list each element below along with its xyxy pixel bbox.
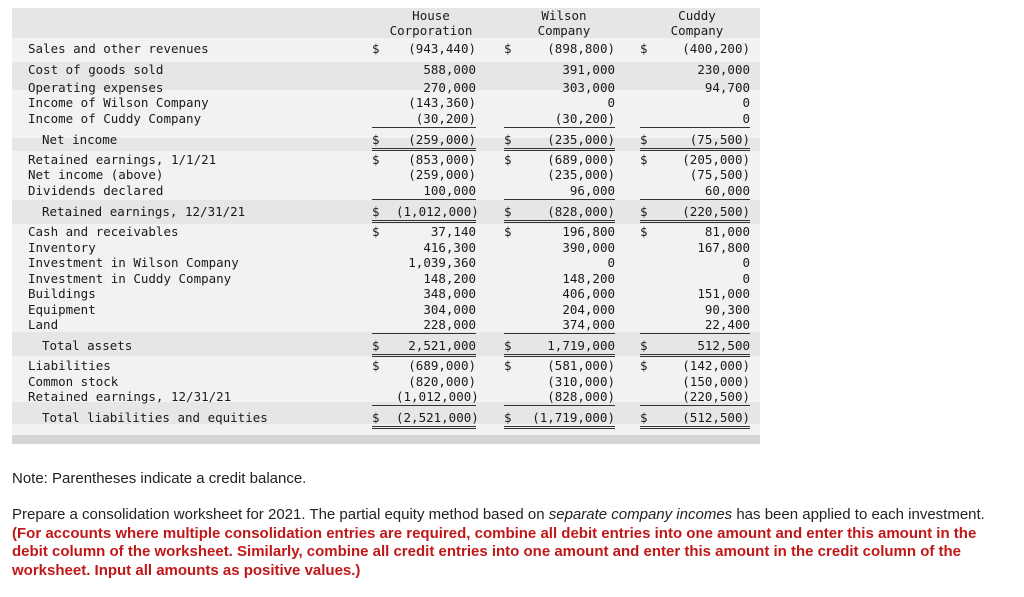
cell-house: (143,360) [408, 95, 476, 110]
col-header-cuddy-1: Cuddy [678, 8, 716, 23]
underline [640, 199, 750, 200]
cell-house: 588,000 [423, 62, 476, 77]
row-label: Cash and receivables [28, 224, 179, 239]
cell-house: 270,000 [423, 80, 476, 95]
col-header-wilson-2: Company [537, 23, 591, 38]
cell-house: (1,012,000) [396, 204, 479, 219]
cell-house: 2,521,000 [408, 338, 476, 353]
dollar-sign: $ [504, 204, 512, 219]
double-underline [504, 220, 615, 223]
dollar-sign: $ [372, 204, 380, 219]
credit-balance-note: Note: Parentheses indicate a credit balance. [12, 470, 307, 487]
cell-house: (820,000) [408, 374, 476, 389]
row-label: Common stock [28, 374, 119, 389]
cell-house: 100,000 [423, 183, 476, 198]
underline [504, 405, 615, 406]
dollar-sign: $ [640, 410, 648, 425]
cell-cuddy: 60,000 [704, 183, 750, 198]
dollar-sign: $ [640, 358, 648, 373]
cell-house: (689,000) [408, 358, 476, 373]
dollar-sign: $ [504, 358, 512, 373]
cell-cuddy: 151,000 [697, 286, 750, 301]
cell-cuddy: 512,500 [697, 338, 750, 353]
cell-cuddy: 90,300 [704, 302, 750, 317]
cell-cuddy: (400,200) [682, 41, 750, 56]
cell-cuddy: 0 [742, 255, 750, 270]
double-underline [372, 220, 476, 223]
row-label: Inventory [28, 240, 96, 255]
underline [504, 199, 615, 200]
cell-wilson: (581,000) [547, 358, 615, 373]
dollar-sign: $ [640, 338, 648, 353]
col-header-cuddy-2: Company [670, 23, 724, 38]
cell-cuddy: (220,500) [682, 204, 750, 219]
underline [640, 405, 750, 406]
cell-wilson: 303,000 [562, 80, 615, 95]
dollar-sign: $ [372, 132, 380, 147]
row-label: Buildings [28, 286, 96, 301]
dollar-sign: $ [504, 132, 512, 147]
cell-cuddy: 0 [742, 271, 750, 286]
cell-cuddy: (142,000) [682, 358, 750, 373]
double-underline [640, 148, 750, 151]
double-underline [504, 148, 615, 151]
cell-wilson: 390,000 [562, 240, 615, 255]
dollar-sign: $ [640, 41, 648, 56]
cell-wilson: 1,719,000 [547, 338, 615, 353]
row-label: Land [28, 317, 59, 332]
cell-house: 348,000 [423, 286, 476, 301]
dollar-sign: $ [372, 338, 380, 353]
cell-wilson: 0 [607, 95, 615, 110]
instructions-italic: separate company incomes [548, 506, 733, 523]
cell-wilson: (828,000) [547, 389, 615, 404]
double-underline [640, 426, 750, 429]
cell-wilson: 391,000 [562, 62, 615, 77]
cell-cuddy: (512,500) [682, 410, 750, 425]
dollar-sign: $ [640, 204, 648, 219]
worksheet-table [12, 8, 760, 444]
dollar-sign: $ [372, 410, 380, 425]
cell-wilson: (235,000) [547, 167, 615, 182]
row-label: Operating expenses [28, 80, 164, 95]
cell-cuddy: 0 [742, 95, 750, 110]
cell-wilson: (828,000) [547, 204, 615, 219]
row-label: Total liabilities and equities [42, 410, 268, 425]
cell-wilson: 0 [607, 255, 615, 270]
row-label: Investment in Wilson Company [28, 255, 239, 270]
underline [640, 127, 750, 128]
col-header-house-2: Corporation [389, 23, 473, 38]
cell-wilson: 196,800 [562, 224, 615, 239]
col-header-house-1: House [412, 8, 450, 23]
dollar-sign: $ [504, 224, 512, 239]
cell-house: (30,200) [415, 111, 476, 126]
cell-house: 1,039,360 [408, 255, 476, 270]
cell-wilson: 406,000 [562, 286, 615, 301]
underline [372, 333, 476, 334]
cell-cuddy: (220,500) [682, 389, 750, 404]
dollar-sign: $ [504, 338, 512, 353]
cell-wilson: 204,000 [562, 302, 615, 317]
row-label: Dividends declared [28, 183, 164, 198]
cell-cuddy: 0 [742, 111, 750, 126]
row-label: Income of Wilson Company [28, 95, 209, 110]
instructions-text: Prepare a consolidation worksheet for 2021. The partial equity method based on [12, 506, 549, 523]
dollar-sign: $ [504, 410, 512, 425]
row-label: Liabilities [28, 358, 111, 373]
cell-cuddy: 94,700 [704, 80, 750, 95]
dollar-sign: $ [640, 224, 648, 239]
cell-house: 37,140 [430, 224, 476, 239]
row-label: Income of Cuddy Company [28, 111, 202, 126]
dollar-sign: $ [372, 152, 380, 167]
cell-cuddy: (75,500) [689, 167, 750, 182]
dollar-sign: $ [504, 41, 512, 56]
dollar-sign: $ [372, 224, 380, 239]
cell-wilson: (235,000) [547, 132, 615, 147]
dollar-sign: $ [372, 41, 380, 56]
row-label: Total assets [42, 338, 133, 353]
dollar-sign: $ [504, 152, 512, 167]
double-underline [372, 354, 476, 357]
underline [640, 333, 750, 334]
cell-house: (853,000) [408, 152, 476, 167]
table-footer [12, 435, 760, 444]
underline [372, 127, 476, 128]
dollar-sign: $ [640, 152, 648, 167]
cell-cuddy: 230,000 [697, 62, 750, 77]
row-label: Retained earnings, 1/1/21 [28, 152, 217, 167]
dollar-sign: $ [640, 132, 648, 147]
cell-wilson: 96,000 [569, 183, 615, 198]
row-label: Cost of goods sold [28, 62, 164, 77]
cell-house: 416,300 [423, 240, 476, 255]
underline [504, 127, 615, 128]
cell-house: (259,000) [408, 132, 476, 147]
cell-wilson: 374,000 [562, 317, 615, 332]
cell-house: (259,000) [408, 167, 476, 182]
cell-wilson: (689,000) [547, 152, 615, 167]
underline [372, 199, 476, 200]
col-header-wilson-1: Wilson [541, 8, 587, 23]
cell-cuddy: 22,400 [704, 317, 750, 332]
double-underline [372, 426, 476, 429]
cell-house: 304,000 [423, 302, 476, 317]
cell-cuddy: (150,000) [682, 374, 750, 389]
row-label: Investment in Cuddy Company [28, 271, 232, 286]
cell-wilson: 148,200 [562, 271, 615, 286]
cell-wilson: (30,200) [554, 111, 615, 126]
cell-cuddy: (75,500) [689, 132, 750, 147]
double-underline [640, 220, 750, 223]
cell-house: 228,000 [423, 317, 476, 332]
underline [372, 405, 476, 406]
cell-house: 148,200 [423, 271, 476, 286]
cell-wilson: (310,000) [547, 374, 615, 389]
cell-wilson: (1,719,000) [532, 410, 615, 425]
cell-house: (2,521,000) [396, 410, 479, 425]
instructions-emphasis: (For accounts where multiple consolidation entries are required, combine all debit entries into one amount and enter this amount in the debit column of the worksheet. Similarly, combine all credit entries into one amount and enter this amount in the credit column of the worksheet. Input all amounts as positive values.) [12, 524, 977, 579]
instructions [12, 506, 1002, 580]
instructions-text-2: has been applied to each investment. [732, 506, 985, 523]
cell-house: (943,440) [408, 41, 476, 56]
underline [504, 333, 615, 334]
row-label: Net income (above) [28, 167, 164, 182]
cell-house: (1,012,000) [396, 389, 479, 404]
double-underline [640, 354, 750, 357]
row-label: Retained earnings, 12/31/21 [28, 389, 232, 404]
row-label: Equipment [28, 302, 96, 317]
dollar-sign: $ [372, 358, 380, 373]
double-underline [372, 148, 476, 151]
cell-cuddy: 81,000 [704, 224, 750, 239]
row-label: Sales and other revenues [28, 41, 209, 56]
cell-cuddy: 167,800 [697, 240, 750, 255]
row-label: Retained earnings, 12/31/21 [42, 204, 246, 219]
cell-wilson: (898,800) [547, 41, 615, 56]
cell-cuddy: (205,000) [682, 152, 750, 167]
double-underline [504, 426, 615, 429]
double-underline [504, 354, 615, 357]
row-label: Net income [42, 132, 118, 147]
